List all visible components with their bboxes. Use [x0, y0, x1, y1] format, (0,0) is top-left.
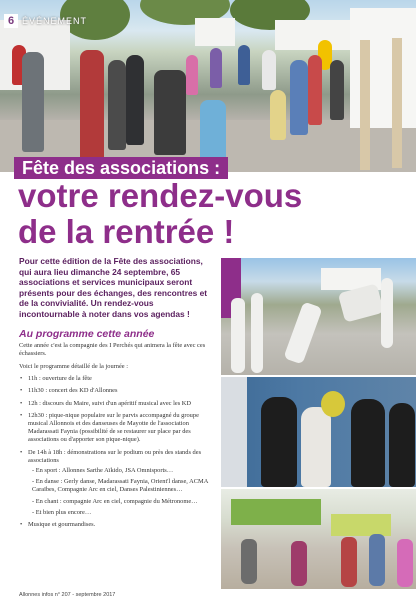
- title-band: [14, 157, 228, 179]
- program-sub-item: - Et bien plus encore…: [32, 508, 92, 516]
- program-heading: Au programme cette année: [19, 327, 155, 340]
- program-item: • 11h : ouverture de la fête: [19, 375, 216, 383]
- program-lead: Voici le programme détaillé de la journée :: [19, 362, 129, 370]
- program-item: • Musique et gourmandises.: [19, 521, 216, 529]
- page-title: [18, 178, 416, 250]
- program-item-text: De 14h à 18h : démonstrations sur le podium ou près des stands des associations: [28, 448, 202, 464]
- section-label: ÉVÉNEMENT: [22, 16, 88, 26]
- company-text: Cette année c'est la compagnie des I Perchés qui animera la fête avec ces échassiers.: [19, 341, 206, 357]
- program-sub-item: - En danse : Gerly danse, Madarassati Faynia, Orient'l danse, ACMA Caraïbes, Compagnie Arc en ciel, Danses Palestiniennes…: [32, 478, 208, 494]
- photo-penguin-dancers: [221, 377, 416, 487]
- page-footer: Allonnes infos n° 207 - septembre 2017: [19, 592, 116, 598]
- page-number: 6: [4, 14, 18, 28]
- program-item: • 12h : discours du Maire, suivi d'un apéritif musical avec les KD: [19, 400, 216, 408]
- program-list: [19, 375, 216, 529]
- article-column: [19, 256, 216, 533]
- title-line-2: de la rentrée !: [18, 213, 235, 250]
- program-sub-item: - En chant : compagnie Arc en ciel, compagnie du Métronome…: [32, 497, 198, 505]
- intro-paragraph: Pour cette édition de la Fête des associations, qui aura lieu dimanche 24 septembre, 65 associations et services municipaux seront présents pour des échanges, des rencontres et de la convivialité. Un rendez-vous incontournable à noter dans vos agendas !: [19, 256, 208, 319]
- section-tag: [4, 14, 87, 28]
- photo-stands: [221, 489, 416, 589]
- title-band-text: Fête des associations :: [22, 157, 221, 178]
- photo-stilt-walkers: [221, 258, 416, 375]
- program-item: • 12h30 : pique-nique populaire sur le parvis accompagné du groupe musical Allonnois et des danseuses de Mayotte de l'association Madarassati Faynia (possibilité de se restaurer sur place par des associations ou d'apporter son pique-nique).: [19, 412, 216, 445]
- program-item: • 11h30 : concert des KD d'Allonnes: [19, 387, 216, 395]
- program-sub-item: - En sport : Allonnes Sarthe Aïkido, JSA Omnisports…: [32, 467, 174, 474]
- program-item: [19, 449, 216, 517]
- hero-photo: [0, 0, 416, 172]
- program-sub-list: [32, 467, 216, 517]
- title-line-1: votre rendez-vous: [18, 177, 303, 214]
